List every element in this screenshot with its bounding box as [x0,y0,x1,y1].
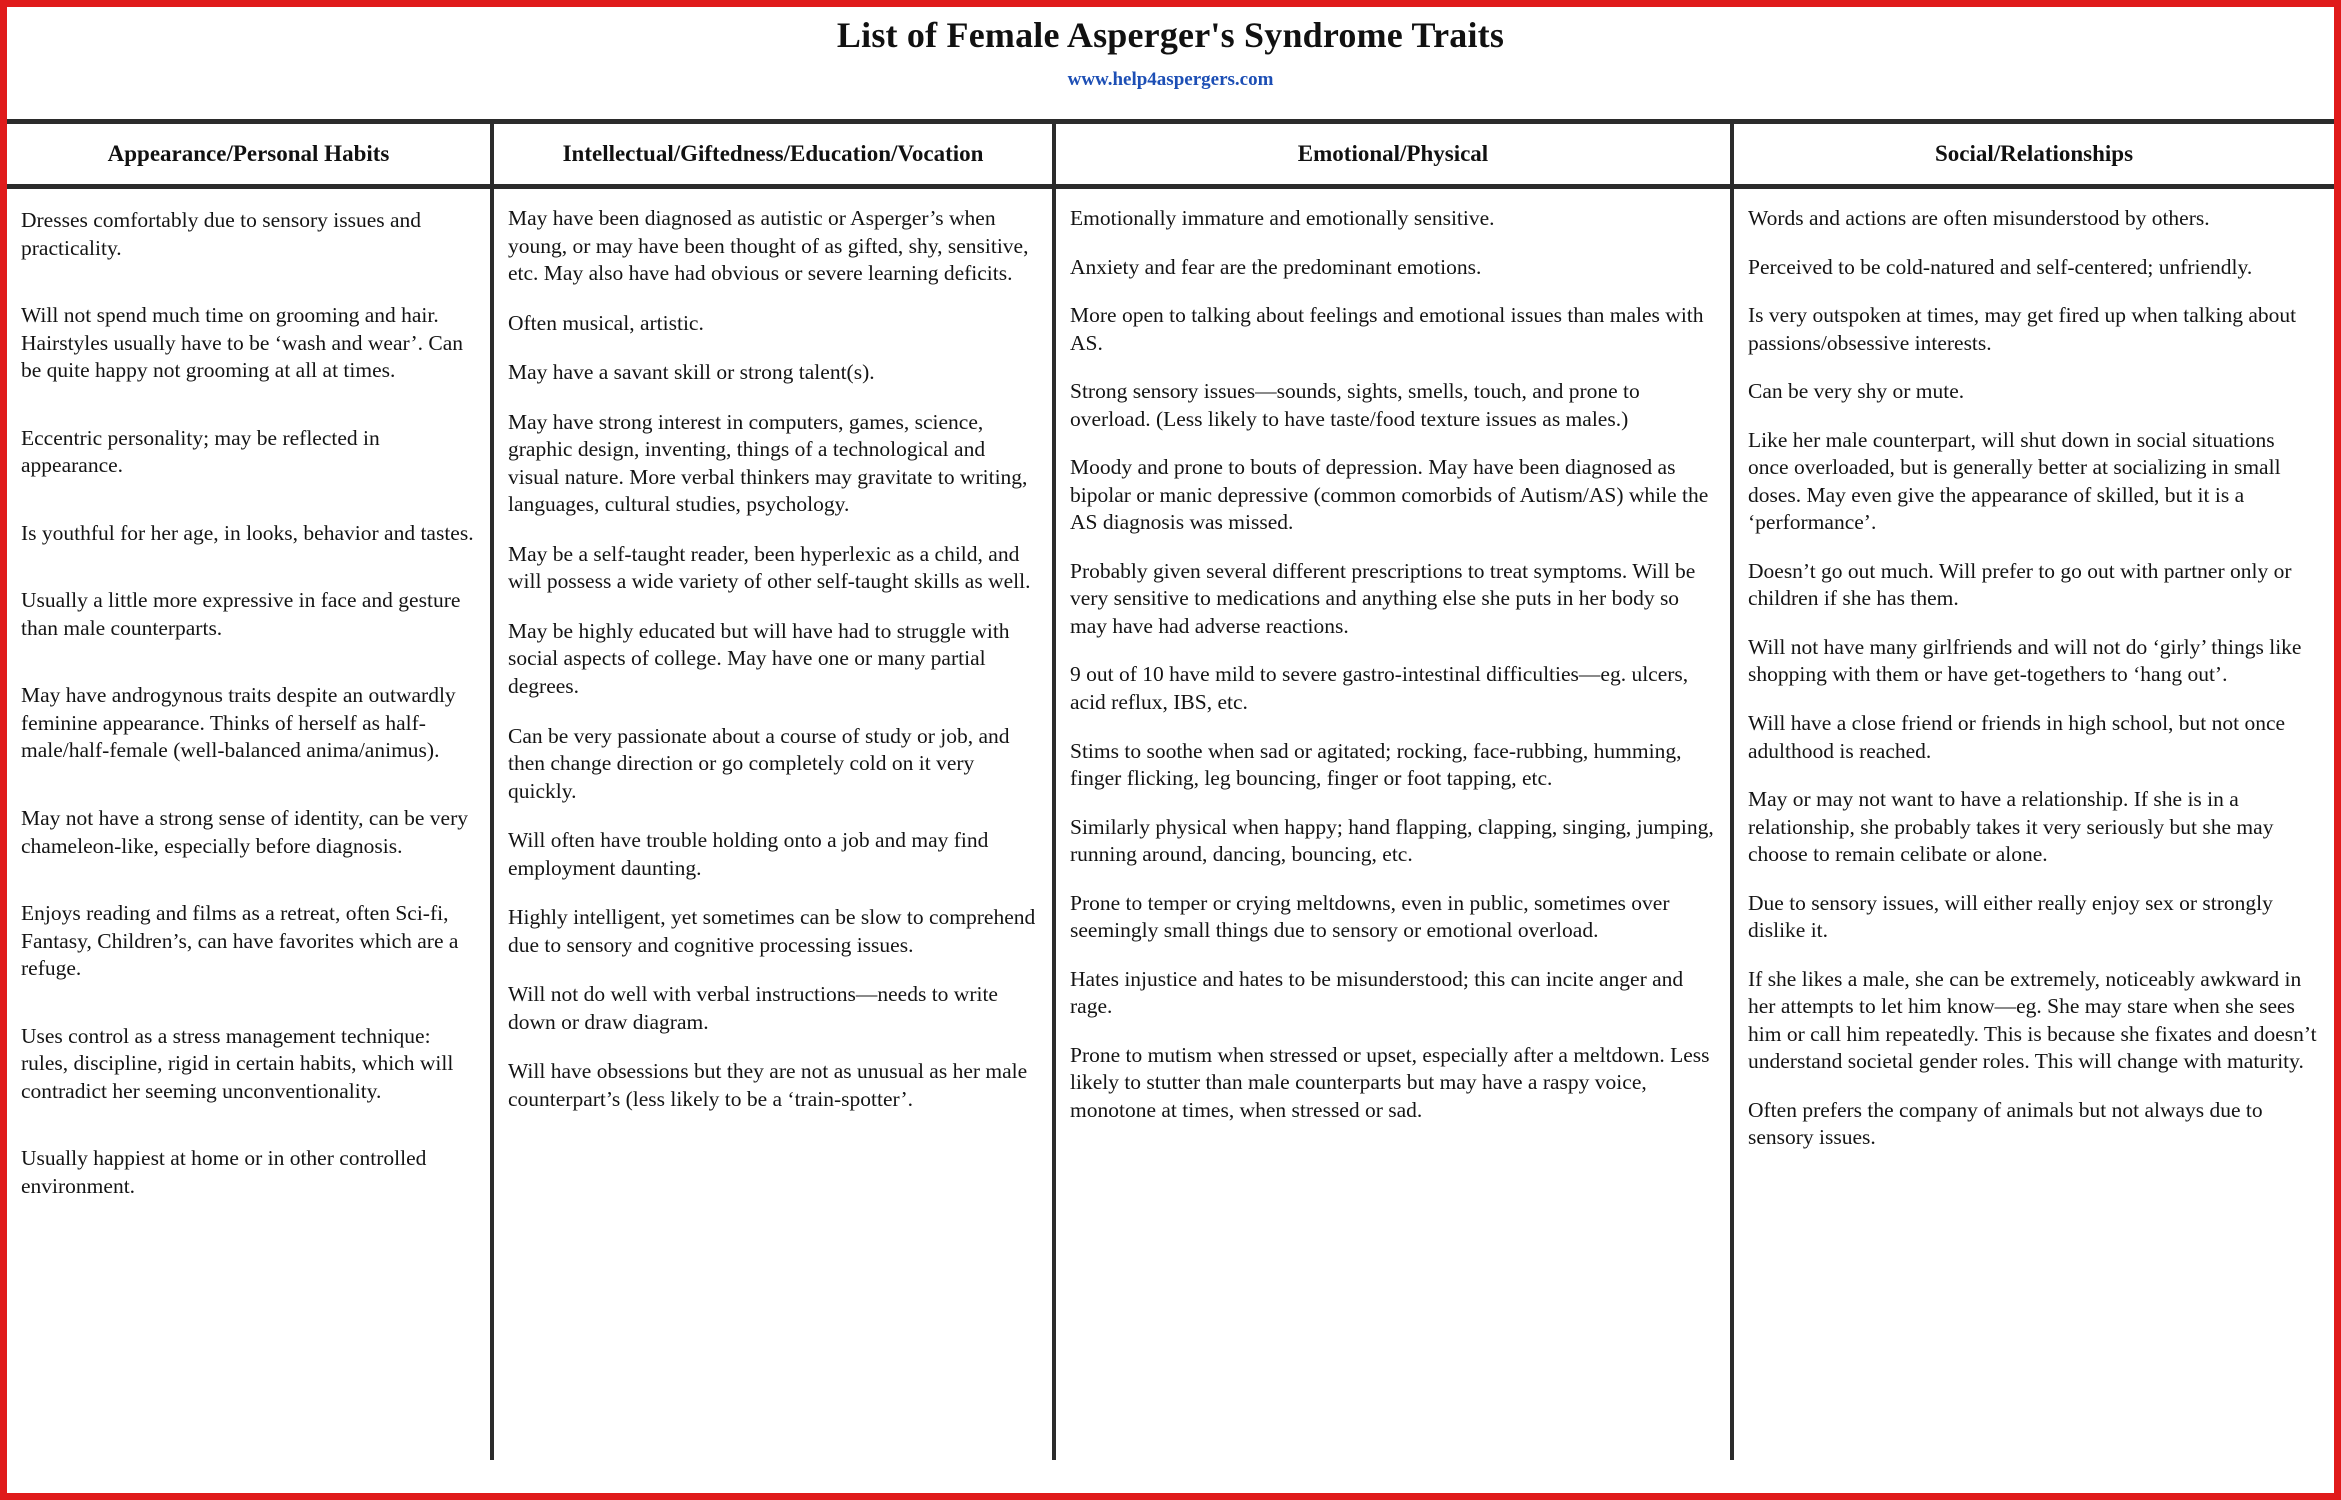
trait-item: Hates injustice and hates to be misunderstood; this can incite anger and rage. [1070,966,1684,1019]
column-body-intellectual [490,189,1052,1460]
column-header-label: Social/Relationships [1934,141,2134,167]
column-body-emotional [1052,189,1730,1460]
trait-item: Can be very passionate about a course of study or job, and then change direction or go completely cold on it very quickly. [508,723,1010,803]
trait-item: Due to sensory issues, will either really enjoy sex or strongly dislike it. [1748,890,2273,943]
trait-item: Often prefers the company of animals but not always due to sensory issues. [1748,1097,2263,1150]
title-block [7,7,2334,91]
source-url-link[interactable]: www.help4aspergers.com [1067,69,1274,91]
trait-item: Can be very shy or mute. [1748,379,1965,404]
trait-item: May not have a strong sense of identity, can be very chameleon-like, especially before diagnosis. [21,805,468,858]
trait-item: 9 out of 10 have mild to severe gastro-intestinal difficulties—eg. ulcers, acid reflux, IBS, etc. [1070,662,1689,714]
table-header-row [7,124,2334,184]
trait-item: Enjoys reading and films as a retreat, often Sci-fi, Fantasy, Children’s, can have favorites which are a refuge. [21,901,459,981]
trait-item: Usually happiest at home or in other controlled environment. [21,1146,427,1198]
trait-item: Doesn’t go out much. Will prefer to go out with partner only or children if she has them. [1748,558,2292,611]
trait-item: More open to talking about feelings and emotional issues than males with AS. [1070,303,1704,355]
trait-item: Emotionally immature and emotionally sensitive. [1070,206,1495,231]
trait-item: Uses control as a stress management technique: rules, discipline, rigid in certain habits, which will contradict her seeming unconventionality. [21,1023,454,1103]
trait-item: Perceived to be cold-natured and self-centered; unfriendly. [1748,254,2253,279]
trait-item: May have been diagnosed as autistic or Asperger’s when young, or may have been thought of as gifted, shy, sensitive, etc. May also have had obvious or severe learning deficits. [508,206,1029,286]
column-header-social [1730,124,2334,184]
trait-item: Words and actions are often misunderstood by others. [1748,206,2210,231]
trait-item: Will have obsessions but they are not as unusual as her male counterpart’s (less likely to be a ‘train-spotter’. [508,1059,1028,1111]
trait-item: If she likes a male, she can be extremely, noticeably awkward in her attempts to let him know—eg. She may stare when she sees him or call him repeatedly. This is because she fixates and doesn’t understand societal gender roles. This will change with maturity. [1748,966,2317,1074]
trait-item: May or may not want to have a relationship. If she is in a relationship, she probably takes it very seriously but she may choose to remain celibate or alone. [1748,787,2274,867]
trait-item: Similarly physical when happy; hand flapping, clapping, singing, jumping, running around, dancing, bouncing, etc. [1070,814,1714,867]
column-header-appearance [7,124,490,184]
trait-item: Usually a little more expressive in face and gesture than male counterparts. [21,588,461,640]
trait-item: Often musical, artistic. [508,310,704,335]
trait-item: May have a savant skill or strong talent(s). [508,360,875,385]
trait-item: Stims to soothe when sad or agitated; rocking, face-rubbing, humming, finger flicking, leg bouncing, finger or foot tapping, etc. [1070,738,1682,791]
column-header-intellectual [490,124,1052,184]
trait-item: Anxiety and fear are the predominant emotions. [1070,254,1482,279]
trait-item: Will not do well with verbal instructions—needs to write down or draw diagram. [508,982,998,1034]
column-header-label: Intellectual/Giftedness/Education/Vocation [562,141,984,167]
trait-item: May be a self-taught reader, been hyperlexic as a child, and will possess a wide variety of other self-taught skills as well. [508,541,1031,594]
trait-item: Is youthful for her age, in looks, behavior and tastes. [21,520,474,545]
trait-item: Is very outspoken at times, may get fired up when talking about passions/obsessive interests. [1748,303,2297,355]
column-body-appearance [7,189,490,1460]
trait-item: Moody and prone to bouts of depression. May have been diagnosed as bipolar or manic depressive (common comorbids of Autism/AS) while the AS diagnosis was missed. [1070,455,1709,535]
page-title: List of Female Asperger's Syndrome Traits [836,15,1505,55]
trait-item: Eccentric personality; may be reflected in appearance. [21,425,380,478]
column-header-emotional [1052,124,1730,184]
trait-item: May have strong interest in computers, games, science, graphic design, inventing, things of a technological and visual nature. More verbal thinkers may gravitate to writing, languages, cultural studies, psychology. [508,409,1028,517]
column-header-label: Emotional/Physical [1297,141,1489,167]
column-body-social [1730,189,2334,1460]
trait-item: Will have a close friend or friends in high school, but not once adulthood is reached. [1748,710,2286,763]
trait-item: Will often have trouble holding onto a job and may find employment daunting. [508,828,989,880]
trait-item: Will not spend much time on grooming and hair. Hairstyles usually have to be ‘wash and wear’. Can be quite happy not grooming at all at times. [21,303,464,383]
trait-item: May be highly educated but will have had to struggle with social aspects of college. May have one or many partial degrees. [508,618,1010,698]
trait-item: Will not have many girlfriends and will not do ‘girly’ things like shopping with them or have get-togethers to ‘hang out’. [1748,634,2302,687]
trait-item: Prone to mutism when stressed or upset, especially after a meltdown. Less likely to stutter than male counterparts but may have a raspy voice, monotone at times, when stressed or sad. [1070,1042,1710,1122]
trait-item: May have androgynous traits despite an outwardly feminine appearance. Thinks of herself as half-male/half-female (well-balanced anima/animus). [21,683,456,763]
trait-item: Highly intelligent, yet sometimes can be slow to comprehend due to sensory and cognitive processing issues. [508,905,1036,957]
trait-item: Like her male counterpart, will shut down in social situations once overloaded, but is generally better at socializing in small doses. May even give the appearance of skilled, but it is a ‘performance’. [1748,427,2281,535]
column-header-label: Appearance/Personal Habits [107,141,390,167]
trait-item: Strong sensory issues—sounds, sights, smells, touch, and prone to overload. (Less likely to have taste/food texture issues as males.) [1070,379,1640,431]
table-body-row [7,189,2334,1460]
trait-item: Prone to temper or crying meltdowns, even in public, sometimes over seemingly small things due to sensory or emotional overload. [1070,890,1670,943]
trait-item: Probably given several different prescriptions to treat symptoms. Will be very sensitive to medications and anything else she puts in her body so may have had adverse reactions. [1070,558,1696,638]
trait-item: Dresses comfortably due to sensory issues and practicality. [21,208,422,260]
